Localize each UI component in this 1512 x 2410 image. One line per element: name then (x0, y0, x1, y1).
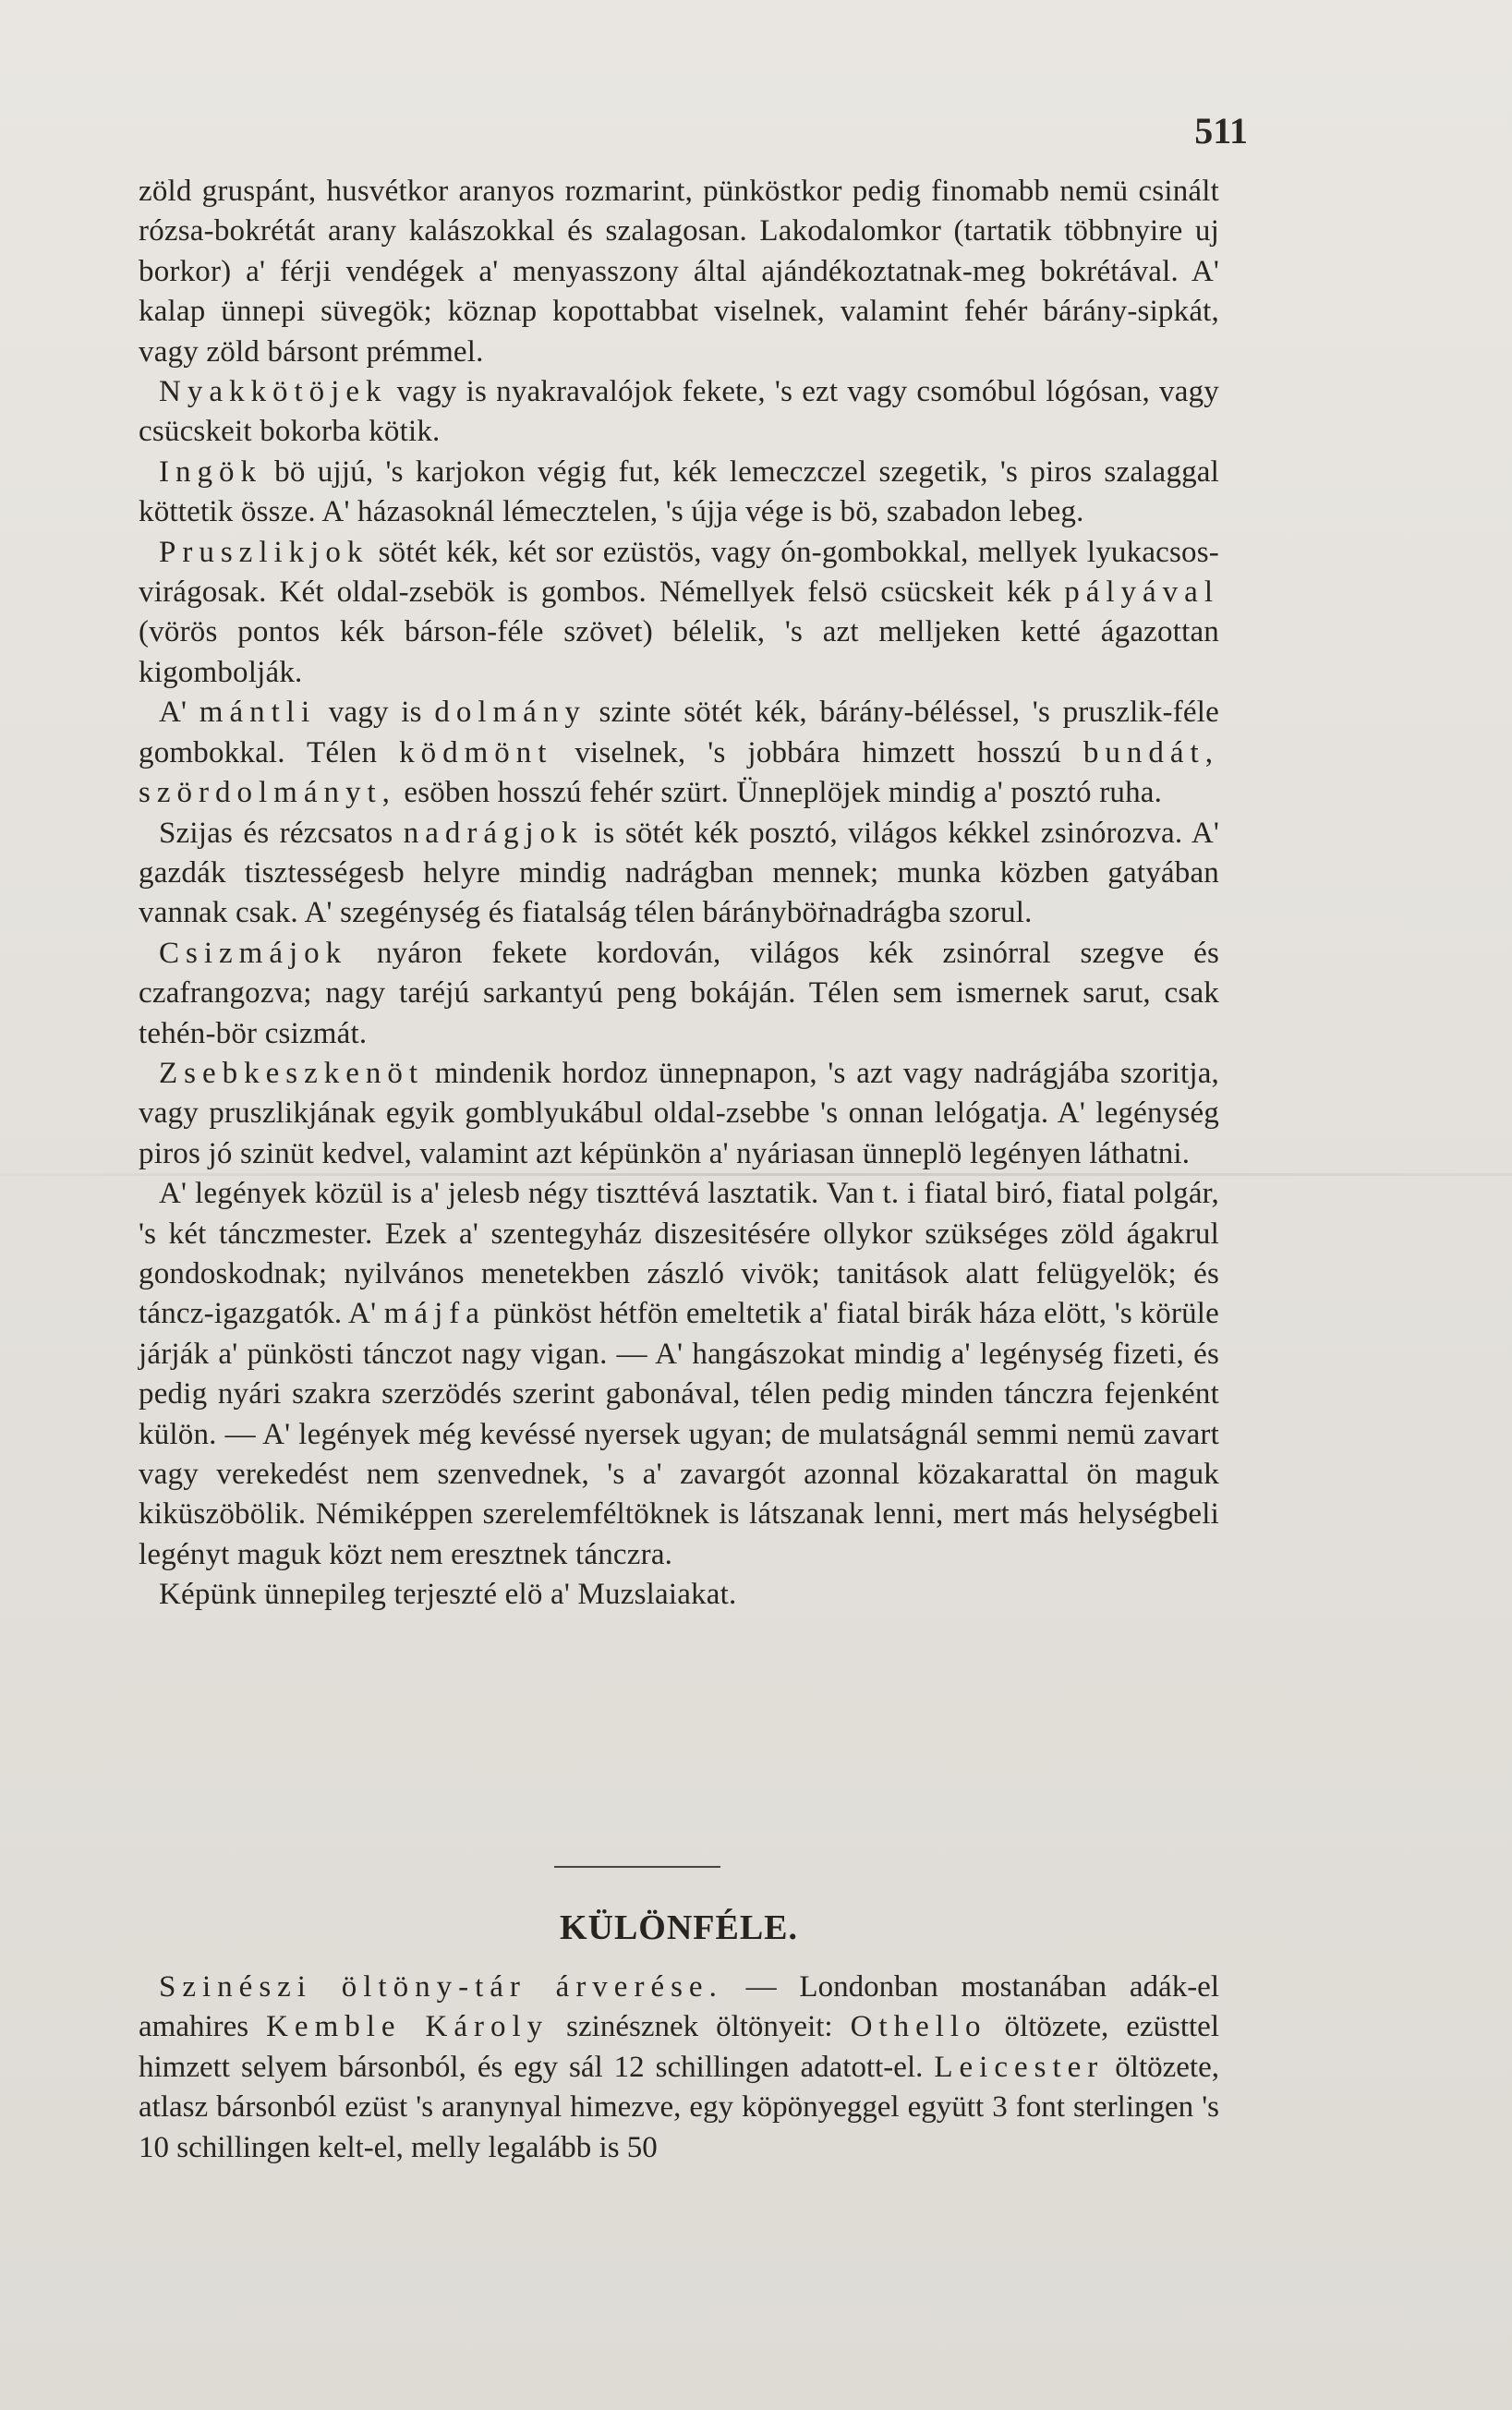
spaced-emphasis-text: májfa (383, 1297, 486, 1331)
spaced-emphasis-text: Szinészi öltöny-tár árverése. (159, 1970, 723, 2004)
text-run: szinésznek öltönyeit: (549, 2010, 851, 2044)
text-run: bö ujjú, 's karjokon végig fut, kék lemeczczel szegetik, 's piros szalaggal köttetik össze. A' házasoknál lémecztelen, 's újja vége is bö, szabadon lebeg. (139, 454, 1219, 529)
spaced-emphasis-text: dolmány (434, 696, 587, 730)
spaced-emphasis-text: Leicester (934, 2050, 1105, 2084)
paragraph (139, 1054, 1219, 1174)
page-number: 511 (1194, 110, 1248, 151)
paragraph (139, 453, 1219, 533)
spaced-emphasis-text: nadrágjok (403, 816, 584, 850)
text-run: (vörös pontos kék bárson-féle szövet) bélelik, 's azt melljeken ketté ágazottan kigombolják. (139, 615, 1219, 689)
text-run: is sötét kék posztó, világos kékkel zsinórozva. A' gazdák tisztességesb helyre mindig nadrágban mennek; munka közben gatyában vannak csak. A' szegénység és fiatalság télen bárányböṙnadrágba szorul. (139, 816, 1219, 930)
paragraph (139, 814, 1219, 934)
paragraph (139, 934, 1219, 1054)
spaced-emphasis-text: Pruszlikjok (159, 535, 369, 569)
spaced-emphasis-text: pályával (1064, 575, 1219, 610)
section-title: KÜLÖNFÉLE. (559, 1908, 799, 1947)
text-run: öltözete, atlasz bársonból ezüst 's aranynyal himezve, egy köpönyeggel együtt 3 font sterlingen 's 10 schillingen kelt-el, melly legalább is 50 (139, 2050, 1220, 2164)
text-run: nyáron fekete kordován, világos kék zsinórral szegve és czafrangozva; nagy taréjú sarkantyú peng bokáján. Télen sem ismernek sarut, csak tehén-bör csizmát. (139, 936, 1219, 1050)
section-paragraph-text (139, 1968, 1219, 2168)
paragraph (139, 533, 1219, 694)
paragraph (139, 372, 1219, 453)
text-run: öltözete, ezüsttel himzett selyem bársonból, és egy sál 12 schillingen adatott-el. (139, 2010, 1219, 2084)
spaced-emphasis-text: Zsebkeszkenöt (159, 1056, 425, 1090)
text-run: — Londonban mostanában adák-el amahires (139, 1970, 1220, 2044)
text-run: Szijas és rézcsatos (159, 816, 404, 850)
section-divider-rule (554, 1866, 720, 1868)
spaced-emphasis-text: Nyakkötöjek (159, 375, 388, 409)
paragraph (139, 172, 1219, 372)
text-run: A' (159, 696, 200, 730)
paragraph (139, 1174, 1219, 1575)
text-run: szinte sötét kék, bárány-béléssel, 's pruszlik-féle gombokkal. Télen (139, 696, 1219, 769)
paragraph (139, 693, 1219, 813)
spaced-emphasis-text: Othello (850, 2010, 987, 2044)
spaced-emphasis-text: ködmönt (399, 735, 553, 769)
text-run: vagy is nyakravalójok fekete, 's ezt vagy csomóbul lógósan, vagy csücskeit bokorba kötik. (139, 375, 1219, 449)
text-run: Képünk ünnepileg terjeszté elö a' Muzslaiakat. (159, 1578, 737, 1612)
text-run: vagy is (316, 696, 435, 730)
text-run: mindenik hordoz ünnepnapon, 's azt vagy nadrágjába szoritja, vagy pruszlikjának egyik gomblyukábul oldal-zsebbe 's onnan lelógatja. A' legénység piros jó szinüt kedvel, valamint azt képünkön a' nyáriasan ünneplö legényen láthatni. (139, 1056, 1219, 1170)
spaced-emphasis-text: bundát, szördolmányt, (139, 735, 1219, 810)
spaced-emphasis-text: Kemble Károly (266, 2010, 550, 2044)
text-run: zöld gruspánt, husvétkor aranyos rozmarint, pünköstkor pedig finomabb nemü csinált rózsa-bokrétát arany kalászokkal és szalagosan. Lakodalomkor (tartatik többnyire uj borkor) a' férji vendégek a' menyasszony által ajándékoztatnak-meg bokrétával. A' kalap ünnepi süvegök; köznap kopottabbat viselnek, valamint fehér bárány-sipkát, vagy zöld bársont prémmel. (139, 175, 1219, 369)
spaced-emphasis-text: mántli (199, 696, 317, 730)
paragraph (139, 1575, 1219, 1615)
text-run: A' legények közül is a' jelesb négy tiszttévá lasztatik. Van t. i fiatal biró, fiatal polgár, 's két tánczmester. Ezek a' szentegyház diszesitésére ollykor szükséges zöld ágakrul gondoskodnak; nyilvános menetekben zászló vivök; tanitások alatt felügyelök; és táncz-igazgatók. A' (139, 1177, 1219, 1331)
text-run: sötét kék, két sor ezüstös, vagy ón-gombokkal, mellyek lyukacsos-virágosak. Két oldal-zsebök is gombos. Némellyek felsö csücskeit kék (139, 535, 1219, 610)
text-run: esöben hosszú fehér szürt. Ünneplöjek mindig a' posztó ruha. (395, 776, 1163, 810)
spaced-emphasis-text: Csizmájok (159, 936, 348, 970)
text-run: pünköst hétfön emeltetik a' fiatal birák háza elött, 's körüle járják a' pünkösti tánczot nagy vigan. — A' hangászokat mindig a' legénység fizeti, és pedig nyári szakra szerzödés szerint gabonával, télen pedig minden tánczra fejenként külön. — A' legények még kevéssé nyersek ugyan; de mulatságnál semmi nemü zavart vagy verekedést nem szenvednek, 's a' zavargót azonnal közakarattal ön maguk kiküszöbölik. Némiképpen szerelemféltöknek is látszanak lenni, mert más helységbeli legényt maguk közt nem eresztnek tánczra. (139, 1297, 1219, 1571)
text-run: viselnek, 's jobbára himzett hosszú (552, 735, 1083, 769)
spaced-emphasis-text: Ingök (159, 454, 262, 489)
main-text-body (139, 172, 1219, 1616)
section-paragraph (139, 1968, 1219, 2168)
